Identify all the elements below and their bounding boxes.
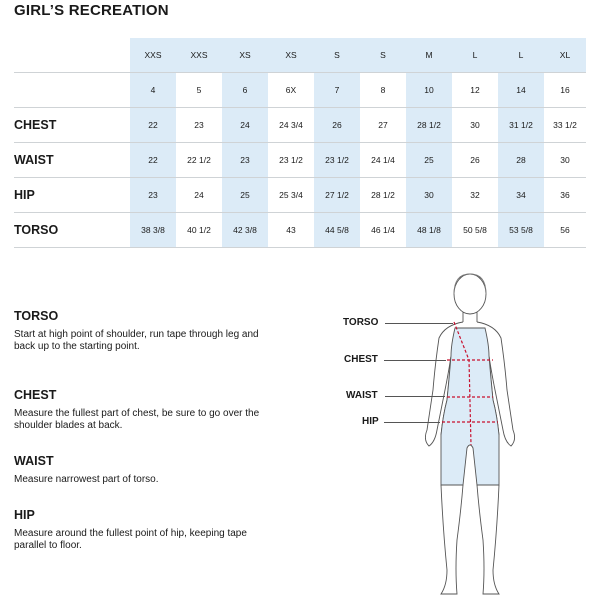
value-cell: 23 xyxy=(176,108,222,143)
value-cell: 30 xyxy=(406,178,452,213)
page-title: GIRL’S RECREATION xyxy=(14,2,169,19)
corner-cell xyxy=(14,73,130,108)
number-cell: 5 xyxy=(176,73,222,108)
value-cell: 53 5/8 xyxy=(498,213,544,248)
figure-label-torso: TORSO xyxy=(343,317,379,328)
value-cell: 23 xyxy=(222,143,268,178)
torso-row xyxy=(14,213,586,248)
size-cell: S xyxy=(360,38,406,73)
instruction-heading: HIP xyxy=(14,508,35,522)
instruction-text: Measure narrowest part of torso. xyxy=(14,474,159,485)
size-cell: M xyxy=(406,38,452,73)
value-cell: 40 1/2 xyxy=(176,213,222,248)
value-cell: 23 1/2 xyxy=(314,143,360,178)
number-cell: 10 xyxy=(406,73,452,108)
value-cell: 31 1/2 xyxy=(498,108,544,143)
value-cell: 25 3/4 xyxy=(268,178,314,213)
number-cell: 14 xyxy=(498,73,544,108)
number-cell: 6 xyxy=(222,73,268,108)
torso-instruction xyxy=(14,309,264,353)
hip-instruction xyxy=(14,508,264,552)
value-cell: 24 xyxy=(176,178,222,213)
value-cell: 27 1/2 xyxy=(314,178,360,213)
value-cell: 24 xyxy=(222,108,268,143)
value-cell: 38 3/8 xyxy=(130,213,176,248)
figure-label-chest: CHEST xyxy=(344,354,378,365)
value-cell: 25 xyxy=(406,143,452,178)
size-cell: L xyxy=(452,38,498,73)
value-cell: 44 5/8 xyxy=(314,213,360,248)
number-cell: 4 xyxy=(130,73,176,108)
body-figure xyxy=(425,270,545,600)
size-chart xyxy=(14,38,586,248)
chest-instruction xyxy=(14,388,264,432)
number-cell: 8 xyxy=(360,73,406,108)
figure-head xyxy=(454,274,486,314)
row-label: TORSO xyxy=(14,213,130,248)
number-row xyxy=(14,73,586,108)
figure-left-leg xyxy=(441,485,463,594)
value-cell: 23 xyxy=(130,178,176,213)
value-cell: 50 5/8 xyxy=(452,213,498,248)
value-cell: 30 xyxy=(452,108,498,143)
value-cell: 43 xyxy=(268,213,314,248)
value-cell: 42 3/8 xyxy=(222,213,268,248)
size-cell: L xyxy=(498,38,544,73)
size-cell: S xyxy=(314,38,360,73)
value-cell: 28 1/2 xyxy=(406,108,452,143)
figure-right-leg xyxy=(477,485,499,594)
value-cell: 23 1/2 xyxy=(268,143,314,178)
instruction-heading: TORSO xyxy=(14,309,59,323)
instruction-text: Measure around the fullest point of hip, keeping tape parallel to floor. xyxy=(14,528,247,552)
size-cell: XXS xyxy=(130,38,176,73)
row-label: CHEST xyxy=(14,108,130,143)
number-cell: 7 xyxy=(314,73,360,108)
value-cell: 22 1/2 xyxy=(176,143,222,178)
value-cell: 32 xyxy=(452,178,498,213)
number-cell: 12 xyxy=(452,73,498,108)
size-cell: XS xyxy=(222,38,268,73)
value-cell: 26 xyxy=(314,108,360,143)
waist-row xyxy=(14,143,586,178)
value-cell: 48 1/8 xyxy=(406,213,452,248)
size-cell: XL xyxy=(544,38,586,73)
row-label: WAIST xyxy=(14,143,130,178)
size-row xyxy=(14,38,586,73)
instruction-text: Start at high point of shoulder, run tape through leg and back up to the starting point. xyxy=(14,329,259,353)
value-cell: 24 1/4 xyxy=(360,143,406,178)
value-cell: 24 3/4 xyxy=(268,108,314,143)
value-cell: 27 xyxy=(360,108,406,143)
figure-label-waist: WAIST xyxy=(346,390,378,401)
size-cell: XS xyxy=(268,38,314,73)
value-cell: 28 1/2 xyxy=(360,178,406,213)
value-cell: 56 xyxy=(544,213,586,248)
value-cell: 33 1/2 xyxy=(544,108,586,143)
corner-cell xyxy=(14,38,130,73)
value-cell: 25 xyxy=(222,178,268,213)
figure-cap xyxy=(454,274,486,294)
chest-row xyxy=(14,108,586,143)
value-cell: 36 xyxy=(544,178,586,213)
instruction-heading: WAIST xyxy=(14,454,54,468)
value-cell: 34 xyxy=(498,178,544,213)
value-cell: 22 xyxy=(130,108,176,143)
waist-instruction xyxy=(14,454,264,486)
value-cell: 30 xyxy=(544,143,586,178)
figure-label-hip: HIP xyxy=(362,416,379,427)
instruction-text: Measure the fullest part of chest, be sure to go over the shoulder blades at back. xyxy=(14,408,260,432)
instruction-heading: CHEST xyxy=(14,388,57,402)
value-cell: 28 xyxy=(498,143,544,178)
size-cell: XXS xyxy=(176,38,222,73)
number-cell: 6X xyxy=(268,73,314,108)
value-cell: 46 1/4 xyxy=(360,213,406,248)
row-label: HIP xyxy=(14,178,130,213)
number-cell: 16 xyxy=(544,73,586,108)
value-cell: 26 xyxy=(452,143,498,178)
hip-row xyxy=(14,178,586,213)
value-cell: 22 xyxy=(130,143,176,178)
